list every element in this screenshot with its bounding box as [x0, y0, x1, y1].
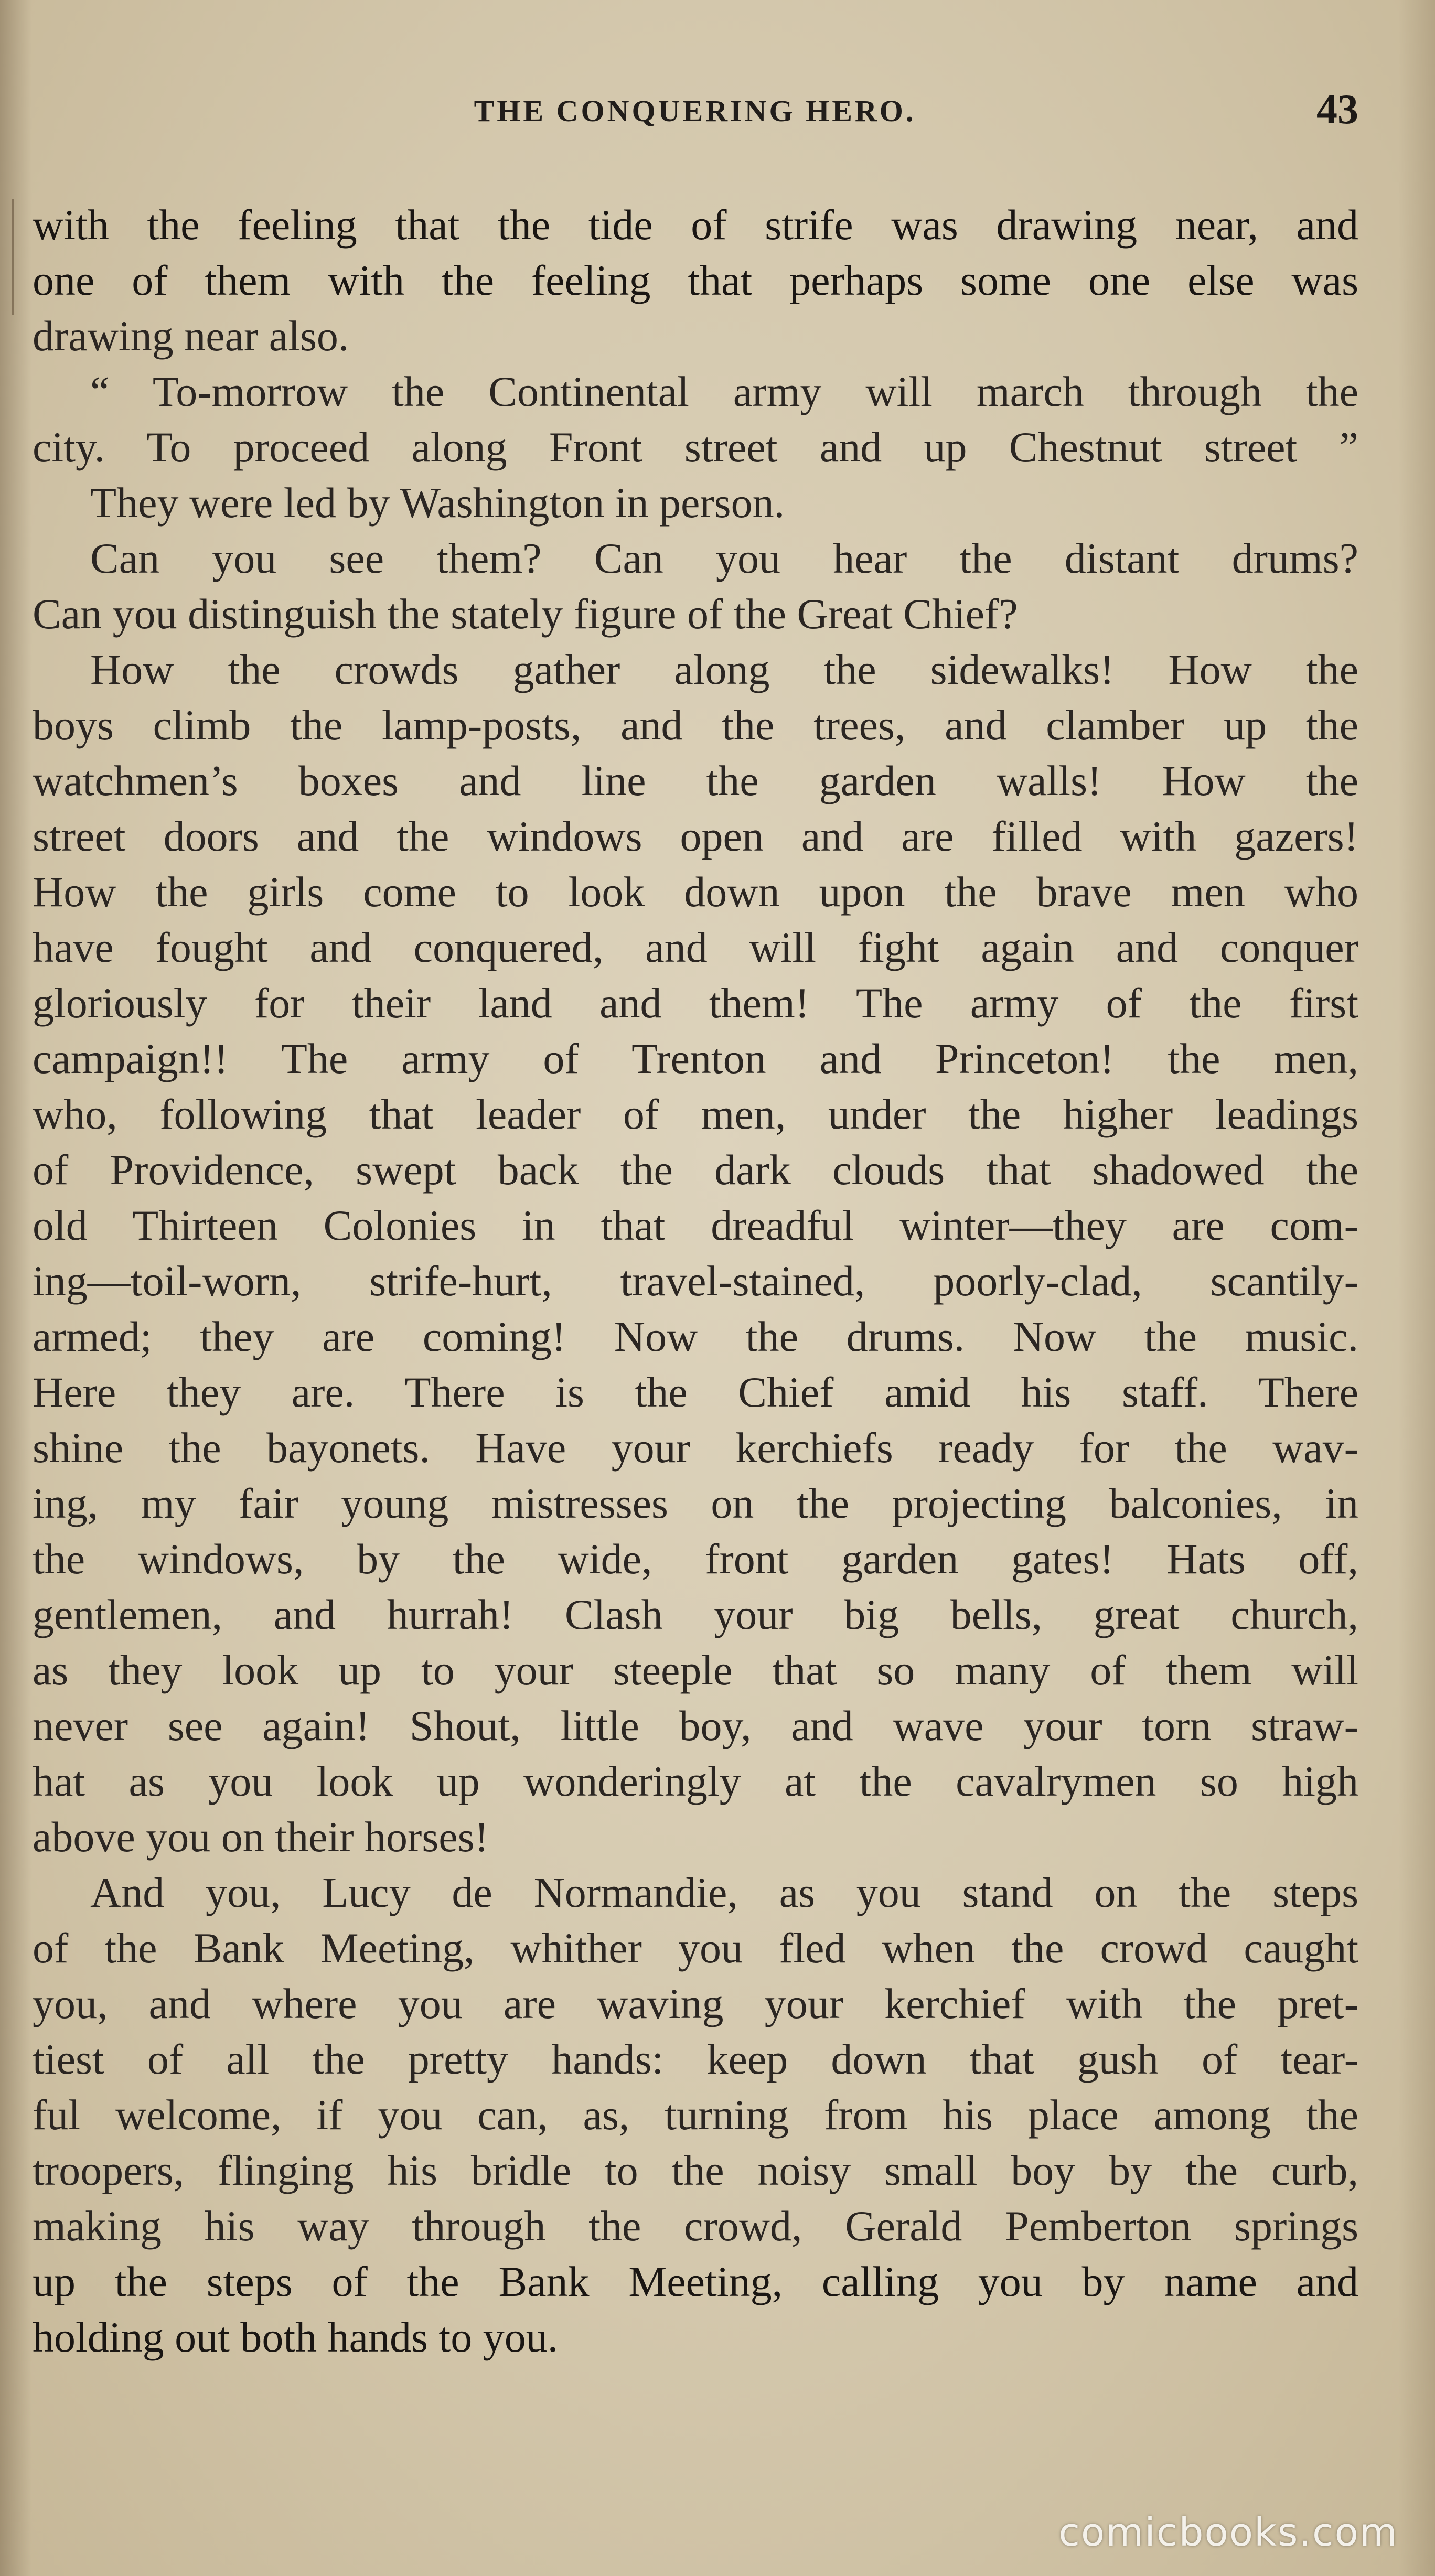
text-line: ful welcome, if you can, as, turning from his place among the	[33, 2091, 1358, 2139]
margin-mark	[12, 199, 14, 315]
text-line: of the Bank Meeting, whither you fled when the crowd caught	[33, 1924, 1358, 1972]
text-line: old Thirteen Colonies in that dreadful winter—they are com-	[33, 1201, 1358, 1249]
text-line: making his way through the crowd, Gerald Pemberton springs	[33, 2202, 1358, 2250]
binding-shadow	[0, 0, 31, 2576]
text-line: ing—toil-worn, strife-hurt, travel-stained, poorly-clad, scantily-	[33, 1257, 1358, 1305]
text-line: troopers, flinging his bridle to the noisy small boy by the curb,	[33, 2146, 1358, 2194]
text-line: the windows, by the wide, front garden gates! Hats off,	[33, 1535, 1358, 1583]
text-line: up the steps of the Bank Meeting, calling you by name and	[33, 2258, 1358, 2305]
text-line: never see again! Shout, little boy, and wave your torn straw-	[33, 1702, 1358, 1749]
text-line: armed; they are coming! Now the drums. Now the music.	[33, 1313, 1358, 1360]
text-line: And you, Lucy de Normandie, as you stand on the steps	[90, 1869, 1358, 1916]
running-title: THE CONQUERING HERO.	[474, 94, 916, 128]
text-line: with the feeling that the tide of strife was drawing near, and	[33, 201, 1358, 249]
text-line: gentlemen, and hurrah! Clash your big bells, great church,	[33, 1591, 1358, 1638]
text-line: shine the bayonets. Have your kerchiefs ready for the wav-	[33, 1424, 1358, 1472]
text-line: street doors and the windows open and are filled with gazers!	[33, 812, 1358, 860]
text-line: gloriously for their land and them! The army of the first	[33, 979, 1358, 1027]
text-line: boys climb the lamp-posts, and the trees, and clamber up the	[33, 701, 1358, 749]
text-line: How the crowds gather along the sidewalks! How the	[90, 646, 1358, 693]
text-line: Can you distinguish the stately figure of the Great Chief?	[33, 590, 1018, 638]
text-line: hat as you look up wonderingly at the cavalrymen so high	[33, 1757, 1358, 1805]
text-line: ing, my fair young mistresses on the projecting balconies, in	[33, 1479, 1358, 1527]
page-number: 43	[1316, 87, 1358, 133]
text-line: Here they are. There is the Chief amid his staff. There	[33, 1368, 1358, 1416]
text-line: one of them with the feeling that perhaps some one else was	[33, 256, 1358, 304]
text-line: drawing near also.	[33, 312, 349, 360]
text-line: watchmen’s boxes and line the garden walls! How the	[33, 757, 1358, 804]
text-line: you, and where you are waving your kerchief with the pret-	[33, 1980, 1358, 2027]
text-line: holding out both hands to you.	[33, 2313, 559, 2361]
body-text	[33, 197, 1358, 2365]
text-line: How the girls come to look down upon the brave men who	[33, 868, 1358, 916]
text-line: campaign!! The army of Trenton and Princeton! the men,	[33, 1035, 1358, 1082]
text-line: Can you see them? Can you hear the distant drums?	[90, 534, 1358, 582]
edge-shadow	[1398, 0, 1435, 2576]
text-line: of Providence, swept back the dark clouds that shadowed the	[33, 1146, 1358, 1194]
text-line: city. To proceed along Front street and up Chestnut street ”	[33, 423, 1358, 471]
text-line: They were led by Washington in person.	[90, 479, 785, 527]
watermark: comicbooks.com	[1058, 2510, 1398, 2555]
page-header	[31, 84, 1358, 147]
text-line: above you on their horses!	[33, 1813, 489, 1861]
text-line: tiest of all the pretty hands: keep down that gush of tear-	[33, 2035, 1358, 2083]
text-line: “ To-morrow the Continental army will march through the	[90, 368, 1358, 415]
text-line: as they look up to your steeple that so many of them will	[33, 1646, 1358, 1694]
text-line: have fought and conquered, and will fight again and conquer	[33, 924, 1358, 971]
text-line: who, following that leader of men, under the higher leadings	[33, 1090, 1358, 1138]
